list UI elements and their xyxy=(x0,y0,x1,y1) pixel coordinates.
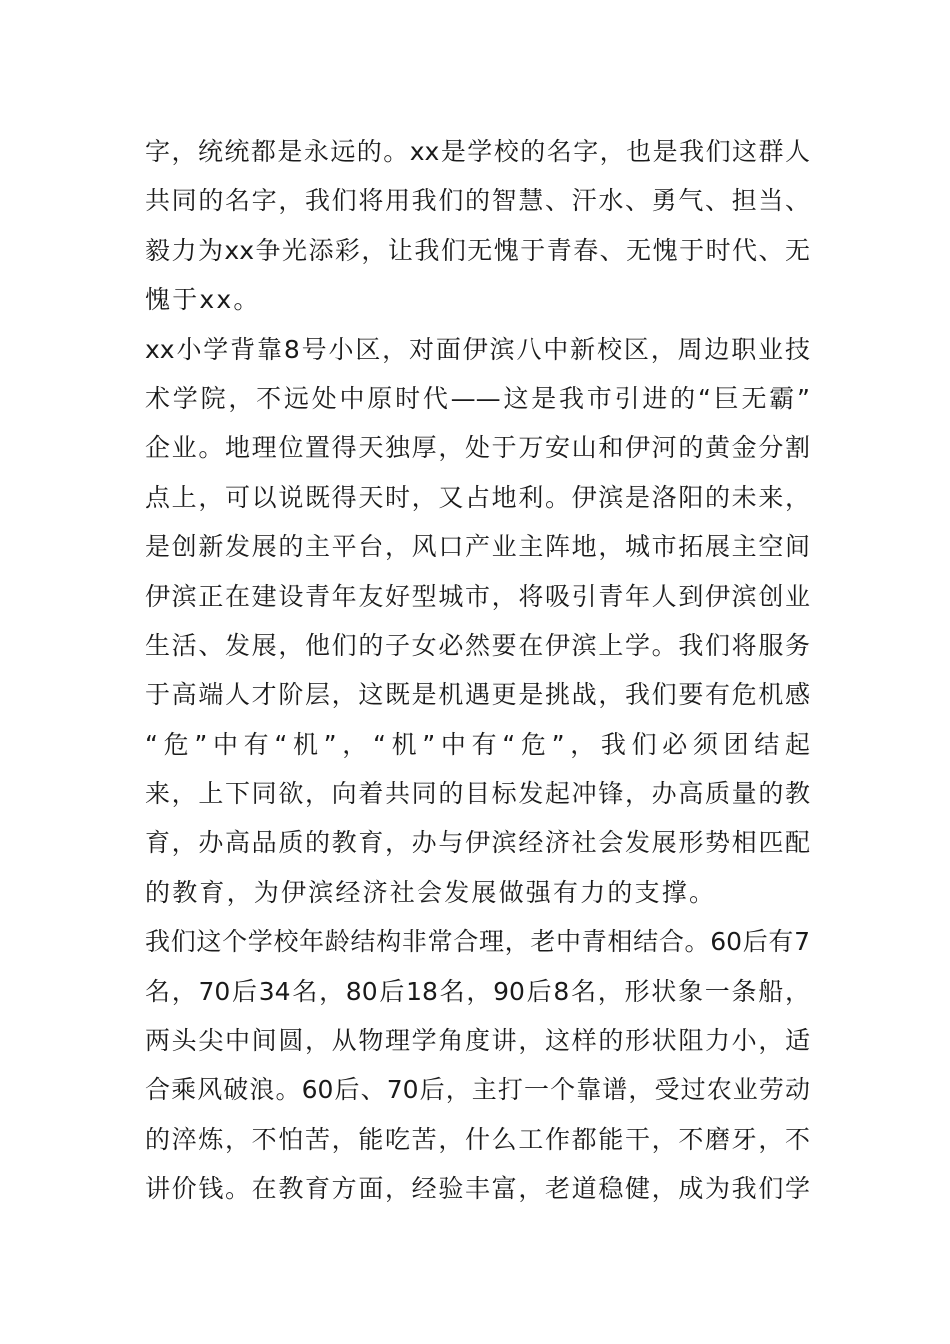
text-line: 伊滨正在建设青年友好型城市，将吸引青年人到伊滨创业 xyxy=(145,581,810,611)
paragraph-3 xyxy=(145,917,810,1213)
text-line: 讲价钱。在教育方面，经验丰富，老道稳健，成为我们学 xyxy=(145,1174,810,1204)
text-line: 的淬炼，不怕苦，能吃苦，什么工作都能干，不磨牙，不 xyxy=(145,1124,810,1154)
text-line: 生活、发展，他们的子女必然要在伊滨上学。我们将服务 xyxy=(145,630,810,660)
text-line: 点上，可以说既得天时，又占地利。伊滨是洛阳的未来， xyxy=(145,482,810,512)
text-line: 愧于xx。 xyxy=(145,285,261,315)
text-line: 的教育，为伊滨经济社会发展做强有力的支撑。 xyxy=(145,877,717,907)
text-line: 育，办高品质的教育，办与伊滨经济社会发展形势相匹配 xyxy=(145,828,810,858)
text-line: 字，统统都是永远的。xx是学校的名字，也是我们这群人 xyxy=(145,137,810,166)
text-line: 于高端人才阶层，这既是机遇更是挑战，我们要有危机感 xyxy=(145,680,810,710)
text-line: 共同的名字，我们将用我们的智慧、汗水、勇气、担当、 xyxy=(145,186,810,216)
text-line: 合乘风破浪。60后、70后，主打一个靠谱，受过农业劳动 xyxy=(145,1075,810,1105)
text-line: xx小学背靠8号小区，对面伊滨八中新校区，周边职业技 xyxy=(145,334,810,364)
paragraph-1 xyxy=(145,127,810,325)
text-line: “危”中有“机”，“机”中有“危”，我们必须团结起 xyxy=(145,729,810,759)
paragraph-2 xyxy=(145,325,810,918)
body-text xyxy=(145,127,810,1214)
text-line: 我们这个学校年龄结构非常合理，老中青相结合。60后有7 xyxy=(145,927,810,957)
text-line: 两头尖中间圆，从物理学角度讲，这样的形状阻力小，适 xyxy=(145,1026,810,1056)
text-line: 来，上下同欲，向着共同的目标发起冲锋，办高质量的教 xyxy=(145,779,810,809)
text-line: 企业。地理位置得天独厚，处于万安山和伊河的黄金分割 xyxy=(145,433,810,463)
text-line: 毅力为xx争光添彩，让我们无愧于青春、无愧于时代、无 xyxy=(145,235,810,265)
text-line: 名，70后34名，80后18名，90后8名，形状象一条船， xyxy=(145,976,810,1006)
text-line: 术学院，不远处中原时代——这是我市引进的“巨无霸” xyxy=(145,383,810,413)
text-line: 是创新发展的主平台，风口产业主阵地，城市拓展主空间 xyxy=(145,532,810,562)
